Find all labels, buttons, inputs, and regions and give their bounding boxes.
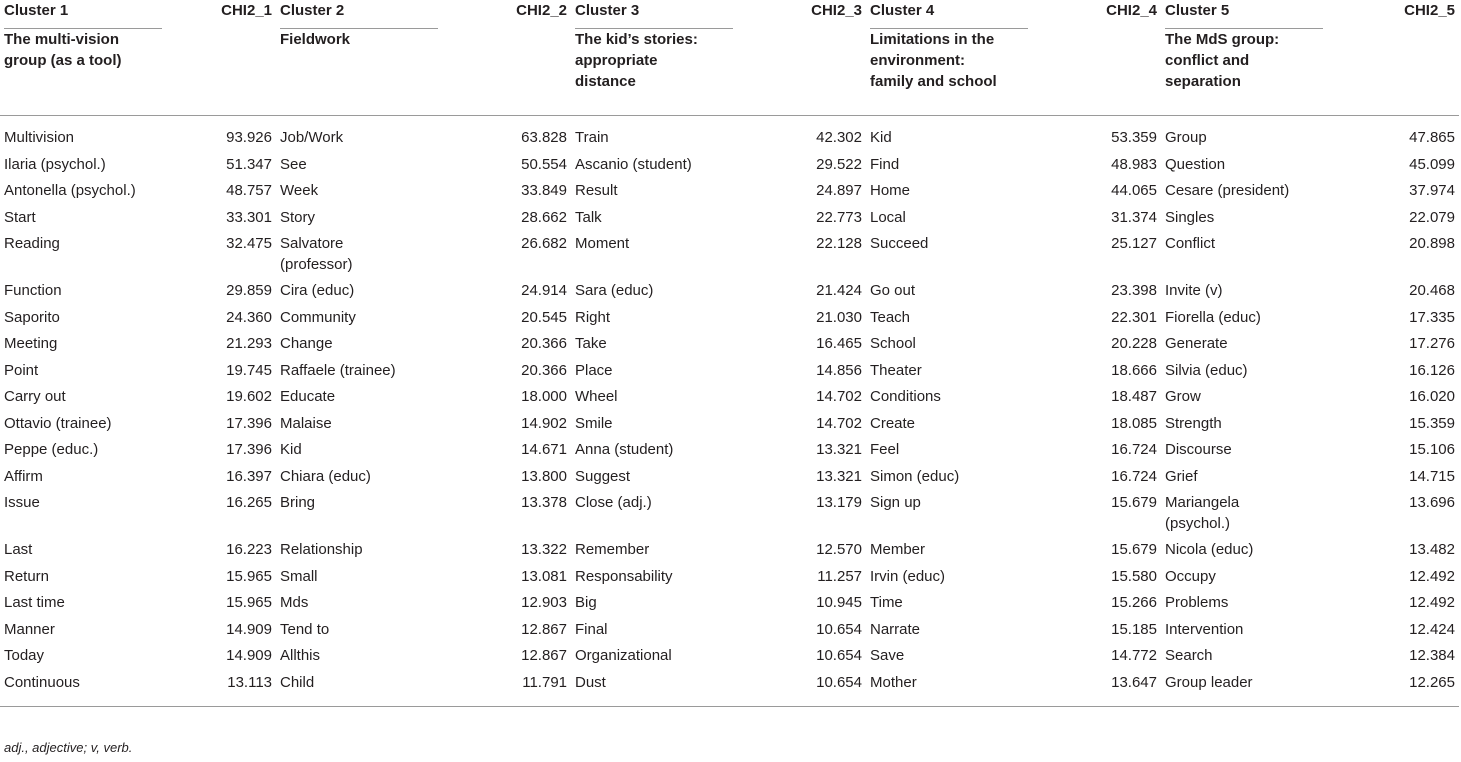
term-cell: Question: [1165, 155, 1226, 173]
chi2-value-cell: 15.679: [1111, 541, 1157, 558]
cluster-theme: [866, 29, 1060, 116]
cluster-theme-spacer: [765, 29, 866, 116]
chi2-value-cell: 10.945: [816, 594, 862, 611]
term-cell: Narrate: [870, 620, 921, 638]
chi2-value-cell: 45.099: [1409, 155, 1455, 173]
table-row: [0, 492, 1459, 539]
chi2-value-cell: 16.465: [816, 335, 862, 352]
term-cell: Discourse: [1165, 441, 1232, 458]
chi2-value-cell: 14.902: [521, 414, 567, 432]
term-cell: Dust: [575, 673, 606, 691]
cluster-name-header: [276, 0, 470, 29]
term-cell: Time: [870, 594, 903, 611]
term-cell: Start: [4, 208, 36, 226]
term-cell: Last time: [4, 594, 65, 611]
term-cell: Small: [280, 567, 318, 585]
term-cell: Today: [4, 647, 45, 664]
term-cell: Result: [575, 182, 618, 199]
chi2-value-cell: 32.475: [226, 235, 272, 252]
table-body: [0, 116, 1459, 707]
chi2-value-cell: 44.065: [1111, 182, 1157, 199]
chi2-value-cell: 18.085: [1111, 414, 1157, 432]
term-cell: Ottavio (trainee): [4, 414, 112, 432]
term-cell: Invite (v): [1165, 282, 1223, 299]
cluster-theme-text: Limitations in the environment: family and school: [870, 31, 997, 90]
term-cell: Home: [870, 182, 911, 199]
term-cell: Generate: [1165, 335, 1228, 352]
chi2-value-cell: 13.378: [521, 494, 567, 511]
chi2-value-cell: 26.682: [521, 235, 567, 252]
cluster-theme: [0, 29, 175, 116]
chi2-value-cell: 14.772: [1111, 647, 1157, 664]
term-cell: Saporito: [4, 308, 60, 326]
table-row: [0, 333, 1459, 360]
term-cell: Strength: [1165, 414, 1222, 432]
chi2-value-cell: 47.865: [1409, 129, 1455, 146]
chi2-value-cell: 17.335: [1409, 308, 1455, 326]
chi2-value-cell: 16.223: [226, 541, 272, 558]
table-row: [0, 566, 1459, 593]
chi2-value-cell: 63.828: [521, 129, 567, 146]
chi2-value-cell: 12.570: [816, 541, 862, 558]
cluster-theme-spacer: [175, 29, 276, 116]
chi2-column-header: CHI2_5: [1404, 2, 1455, 19]
term-cell: Find: [870, 155, 900, 173]
chi2-column-header: CHI2_2: [516, 2, 567, 19]
term-cell: Ascanio (student): [575, 155, 692, 173]
table-row: [0, 116, 1459, 154]
chi2-value-cell: 14.856: [816, 361, 862, 379]
term-cell: Educate: [280, 388, 336, 405]
chi2-value-cell: 15.185: [1111, 620, 1157, 638]
term-cell: Silvia (educ): [1165, 361, 1248, 379]
cluster-theme-spacer: [1355, 29, 1459, 116]
chi2-value-cell: 14.715: [1409, 467, 1455, 485]
chi2-value-cell: 21.424: [816, 282, 862, 299]
chi2-value-cell: 24.360: [226, 308, 272, 326]
chi2-value-cell: 18.666: [1111, 361, 1157, 379]
chi2-value-cell: 42.302: [816, 129, 862, 146]
chi2-value-cell: 14.909: [226, 647, 272, 664]
chi2-value-cell: 10.654: [816, 673, 862, 691]
table-row: [0, 539, 1459, 566]
term-cell: Grow: [1165, 388, 1201, 405]
term-cell: Ilaria (psychol.): [4, 155, 106, 173]
term-cell: Week: [280, 182, 319, 199]
chi2-value-cell: 50.554: [521, 155, 567, 173]
chi2-value-cell: 33.301: [226, 208, 272, 226]
table-row: [0, 154, 1459, 181]
term-cell: Moment: [575, 235, 630, 252]
chi2-value-cell: 15.266: [1111, 594, 1157, 611]
chi2-value-cell: 29.859: [226, 282, 272, 299]
term-cell: Manner: [4, 620, 55, 638]
table-row: [0, 180, 1459, 207]
chi2-value-cell: 48.983: [1111, 155, 1157, 173]
chi2-value-cell: 22.773: [816, 208, 862, 226]
chi2-value-cell: 12.424: [1409, 620, 1455, 638]
term-text: Mariangela (psychol.): [1165, 494, 1240, 532]
term-cell: Group: [1165, 129, 1207, 146]
cluster-name-header: [1161, 0, 1355, 29]
term-cell: Anna (student): [575, 441, 674, 458]
cluster-theme-text: The kid’s stories: appropriate distance: [575, 31, 698, 90]
term-cell: Singles: [1165, 208, 1215, 226]
term-cell: Mds: [280, 594, 309, 611]
chi2-value-cell: 20.366: [521, 361, 567, 379]
chi2-column-header: CHI2_1: [221, 2, 272, 19]
term-cell: Cesare (president): [1165, 182, 1290, 199]
term-text: Salvatore (professor): [280, 235, 353, 273]
chi2-value-cell: 15.359: [1409, 414, 1455, 432]
term-cell: [1161, 492, 1355, 539]
chi2-value-cell: 15.106: [1409, 441, 1455, 458]
chi2-value-cell: 16.126: [1409, 361, 1455, 379]
chi2-value-cell: 12.903: [521, 594, 567, 611]
term-cell: Occupy: [1165, 567, 1216, 585]
chi2-value-cell: 15.965: [226, 567, 272, 585]
chi2-value-cell: 24.897: [816, 182, 862, 199]
term-cell: Grief: [1165, 467, 1198, 485]
chi2-value-cell: 14.702: [816, 388, 862, 405]
cluster-header-row: [0, 0, 1459, 29]
term-cell: Affirm: [4, 467, 43, 485]
chi2-value-cell: 13.322: [521, 541, 567, 558]
chi2-value-cell: 18.000: [521, 388, 567, 405]
chi2-value-cell: 13.321: [816, 467, 862, 485]
chi2-value-cell: 16.724: [1111, 441, 1157, 458]
term-cell: Organizational: [575, 647, 672, 664]
chi2-value-cell: 25.127: [1111, 235, 1157, 252]
chi2-value-cell: 21.030: [816, 308, 862, 326]
cluster-theme-text: Fieldwork: [280, 31, 351, 48]
term-cell: Meeting: [4, 335, 58, 352]
chi2-value-cell: 15.679: [1111, 494, 1157, 511]
table-row: [0, 386, 1459, 413]
cluster-theme-text: The MdS group: conflict and separation: [1165, 31, 1280, 90]
cluster-name: Cluster 5: [1165, 0, 1323, 29]
chi2-value-cell: 33.849: [521, 182, 567, 199]
chi2-value-cell: 17.396: [226, 414, 272, 432]
chi2-value-cell: 12.265: [1409, 673, 1455, 691]
table-row: [0, 619, 1459, 646]
chi2-value-cell: 20.228: [1111, 335, 1157, 352]
table-row: [0, 360, 1459, 387]
term-cell: Last: [4, 541, 33, 558]
term-cell: Local: [870, 208, 906, 226]
chi2-value-cell: 15.580: [1111, 567, 1157, 585]
chi2-value-cell: 16.265: [226, 494, 272, 511]
chi2-value-cell: 16.020: [1409, 388, 1455, 405]
chi2-value-cell: 20.468: [1409, 282, 1455, 299]
chi2-column-header: CHI2_3: [811, 2, 862, 19]
term-cell: Simon (educ): [870, 467, 960, 485]
term-cell: Carry out: [4, 388, 66, 405]
cluster-theme-spacer: [1060, 29, 1161, 116]
chi2-column-header: CHI2_4: [1106, 2, 1157, 19]
term-cell: Member: [870, 541, 926, 558]
chi2-value-cell: 93.926: [226, 129, 272, 146]
term-cell: Remember: [575, 541, 650, 558]
chi2-value-cell: 13.482: [1409, 541, 1455, 558]
term-cell: Community: [280, 308, 356, 326]
term-cell: Change: [280, 335, 333, 352]
term-cell: Final: [575, 620, 608, 638]
term-cell: Sara (educ): [575, 282, 654, 299]
chi2-value-cell: 14.909: [226, 620, 272, 638]
chi2-value-cell: 10.654: [816, 620, 862, 638]
term-cell: Malaise: [280, 414, 332, 432]
term-cell: Nicola (educ): [1165, 541, 1254, 558]
term-cell: Responsability: [575, 567, 673, 585]
chi2-value-cell: 53.359: [1111, 129, 1157, 146]
term-cell: Fiorella (educ): [1165, 308, 1261, 326]
chi2-value-cell: 24.914: [521, 282, 567, 299]
chi2-value-cell: 51.347: [226, 155, 272, 173]
term-cell: Story: [280, 208, 316, 226]
chi2-value-cell: 19.745: [226, 361, 272, 379]
cluster-name: Cluster 3: [575, 0, 733, 29]
term-cell: Group leader: [1165, 673, 1253, 691]
term-cell: Teach: [870, 308, 911, 326]
term-cell: Child: [280, 673, 315, 691]
term-cell: Place: [575, 361, 613, 379]
chi2-value-cell: 16.397: [226, 467, 272, 485]
term-cell: Go out: [870, 282, 916, 299]
cluster-theme-row: [0, 29, 1459, 116]
chi2-value-cell: 16.724: [1111, 467, 1157, 485]
term-cell: Sign up: [870, 494, 921, 511]
term-cell: Feel: [870, 441, 900, 458]
table-row: [0, 233, 1459, 280]
term-cell: Tend to: [280, 620, 330, 638]
term-cell: Raffaele (trainee): [280, 361, 396, 379]
term-cell: Issue: [4, 494, 40, 511]
term-cell: Kid: [870, 129, 892, 146]
term-cell: Function: [4, 282, 62, 299]
chi2-value-cell: 21.293: [226, 335, 272, 352]
term-cell: Return: [4, 567, 50, 585]
term-cell: Antonella (psychol.): [4, 182, 136, 199]
table-row: [0, 307, 1459, 334]
chi2-value-cell: 10.654: [816, 647, 862, 664]
cluster-name-header: [866, 0, 1060, 29]
cluster-theme: [276, 29, 470, 116]
chi2-value-cell: 19.602: [226, 388, 272, 405]
chi2-value-cell: 12.867: [521, 620, 567, 638]
term-cell: Mother: [870, 673, 917, 691]
chi2-value-cell: 48.757: [226, 182, 272, 199]
term-cell: Intervention: [1165, 620, 1244, 638]
chi2-value-cell: 20.366: [521, 335, 567, 352]
term-cell: Point: [4, 361, 39, 379]
term-cell: School: [870, 335, 916, 352]
chi2-value-cell: 14.702: [816, 414, 862, 432]
cluster-theme-spacer: [470, 29, 571, 116]
term-cell: Smile: [575, 414, 613, 432]
chi2-value-cell: 12.492: [1409, 567, 1455, 585]
term-cell: Chiara (educ): [280, 467, 371, 485]
chi2-value-cell: 29.522: [816, 155, 862, 173]
chi2-value-cell: 12.492: [1409, 594, 1455, 611]
table-row: [0, 645, 1459, 672]
chi2-value-cell: 13.800: [521, 467, 567, 485]
term-cell: Create: [870, 414, 916, 432]
term-cell: Job/Work: [280, 129, 344, 146]
chi2-value-cell: 22.079: [1409, 208, 1455, 226]
term-cell: Allthis: [280, 647, 321, 664]
term-cell: Bring: [280, 494, 316, 511]
term-cell: Right: [575, 308, 611, 326]
term-cell: Relationship: [280, 541, 363, 558]
term-cell: Search: [1165, 647, 1213, 664]
term-cell: Close (adj.): [575, 494, 652, 511]
term-cell: Theater: [870, 361, 922, 379]
term-cell: Peppe (educ.): [4, 441, 99, 458]
chi2-value-cell: 11.791: [522, 673, 567, 691]
chi2-value-cell: 12.867: [521, 647, 567, 664]
term-cell: Cira (educ): [280, 282, 355, 299]
chi2-value-cell: 12.384: [1409, 647, 1455, 664]
term-cell: Irvin (educ): [870, 567, 946, 585]
cluster-name: Cluster 1: [4, 0, 162, 29]
term-cell: Big: [575, 594, 597, 611]
chi2-value-cell: 22.301: [1111, 308, 1157, 326]
table-row: [0, 672, 1459, 707]
chi2-value-cell: 17.276: [1409, 335, 1455, 352]
term-cell: Train: [575, 129, 609, 146]
chi2-value-cell: 20.545: [521, 308, 567, 326]
table-row: [0, 466, 1459, 493]
chi2-value-cell: 13.647: [1111, 673, 1157, 691]
cluster-theme-text: The multi-vision group (as a tool): [4, 31, 122, 69]
term-cell: Succeed: [870, 235, 929, 252]
term-cell: Problems: [1165, 594, 1229, 611]
chi2-value-cell: 13.113: [227, 673, 272, 691]
table-row: [0, 280, 1459, 307]
term-cell: Take: [575, 335, 607, 352]
table-row: [0, 439, 1459, 466]
term-cell: Talk: [575, 208, 602, 226]
chi2-value-cell: 14.671: [521, 441, 567, 458]
table-row: [0, 592, 1459, 619]
cluster-name: Cluster 2: [280, 0, 438, 29]
term-cell: Wheel: [575, 388, 618, 405]
chi2-value-cell: 15.965: [226, 594, 272, 611]
chi2-value-cell: 37.974: [1409, 182, 1455, 199]
chi2-value-cell: 13.081: [521, 567, 567, 585]
chi2-value-cell: 13.179: [816, 494, 862, 511]
chi2-value-cell: 18.487: [1111, 388, 1157, 405]
table-footnote: adj., adjective; v, verb.: [4, 740, 133, 755]
chi2-value-cell: 31.374: [1111, 208, 1157, 226]
term-cell: Save: [870, 647, 905, 664]
term-cell: Multivision: [4, 129, 75, 146]
chi2-value-cell: 13.696: [1409, 494, 1455, 511]
term-cell: Reading: [4, 235, 60, 252]
chi2-value-cell: 23.398: [1111, 282, 1157, 299]
chi2-value-cell: 11.257: [817, 567, 862, 585]
term-cell: Conditions: [870, 388, 941, 405]
term-cell: Suggest: [575, 467, 631, 485]
table-row: [0, 207, 1459, 234]
table-row: [0, 413, 1459, 440]
term-cell: Conflict: [1165, 235, 1216, 252]
term-cell: See: [280, 155, 307, 173]
term-cell: Kid: [280, 441, 302, 458]
chi2-value-cell: 28.662: [521, 208, 567, 226]
cluster-name: Cluster 4: [870, 0, 1028, 29]
chi2-value-cell: 17.396: [226, 441, 272, 458]
chi2-value-cell: 20.898: [1409, 235, 1455, 252]
chi2-value-cell: 13.321: [816, 441, 862, 458]
chi2-value-cell: 22.128: [816, 235, 862, 252]
term-cell: Continuous: [4, 673, 80, 691]
cluster-theme: [571, 29, 765, 116]
cluster-name-header: [571, 0, 765, 29]
term-cell: [276, 233, 470, 280]
cluster-name-header: [0, 0, 175, 29]
cluster-theme: [1161, 29, 1355, 116]
